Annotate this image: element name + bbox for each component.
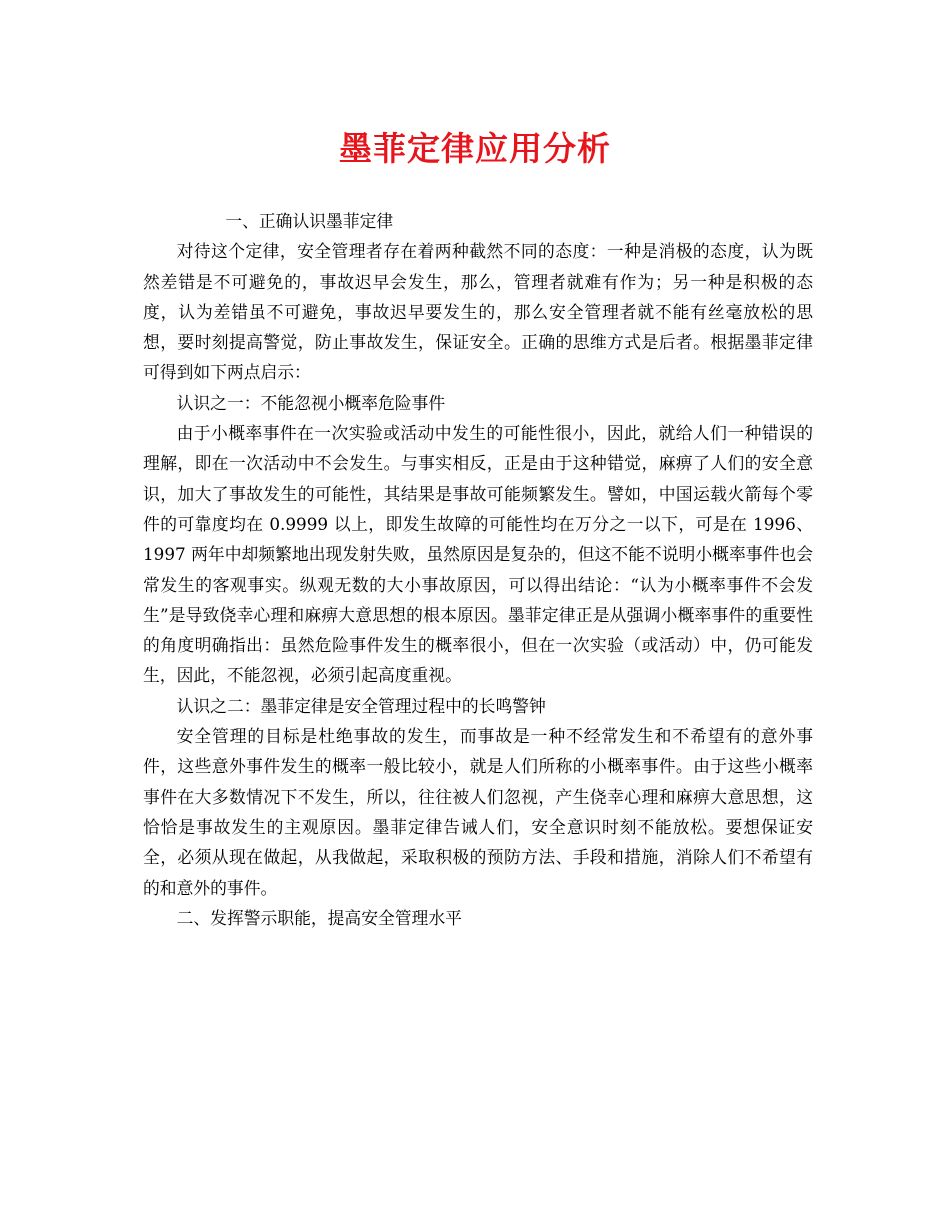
document-body [143, 206, 813, 933]
document-title: 墨菲定律应用分析 [339, 129, 611, 168]
paragraph-small-probability: 由于小概率事件在一次实验或活动中发生的可能性很小，因此，就给人们一种错误的理解，即在一次活动中不会发生。与事实相反，正是由于这种错觉，麻痹了人们的安全意识，加大了事故发生的可能性，其结果是事故可能频繁发生。譬如，中国运载火箭每个零件的可靠度均在 0.9999 以上，即发生故障的可能性均在万分之一以下，可是在 1996、1997 两年中却频繁地出现发射失败，虽然原因是复杂的，但这不能不说明小概率事件也会常发生的客观事实。纵观无数的大小事故原因，可以得出结论：“认为小概率事件不会发生”是导致侥幸心理和麻痹大意思想的根本原因。墨菲定律正是从强调小概率事件的重要性的角度明确指出：虽然危险事件发生的概率很小，但在一次实验（或活动）中，仍可能发生，因此，不能忽视，必须引起高度重视。 [143, 423, 813, 686]
section-heading-2: 二、发挥警示职能，提高安全管理水平 [176, 907, 462, 928]
subheading-insight-2: 认识之二：墨菲定律是安全管理过程中的长鸣警钟 [176, 695, 546, 716]
section-heading-1: 一、正确认识墨菲定律 [225, 211, 394, 231]
paragraph-safety-goal: 安全管理的目标是杜绝事故的发生，而事故是一种不经常发生和不希望有的意外事件，这些意外事件发生的概率一般比较小，就是人们所称的小概率事件。由于这些小概率事件在大多数情况下不发生，所以，往往被人们忽视，产生侥幸心理和麻痹大意思想，这恰恰是事故发生的主观原因。墨菲定律告诫人们，安全意识时刻不能放松。要想保证安全，必须从现在做起，从我做起，采取积极的预防方法、手段和措施，消除人们不希望有的和意外的事件。 [143, 726, 813, 898]
subheading-insight-1: 认识之一：不能忽视小概率危险事件 [176, 392, 446, 413]
paragraph-attitudes: 对待这个定律，安全管理者存在着两种截然不同的态度：一种是消极的态度，认为既然差错是不可避免的，事故迟早会发生，那么，管理者就难有作为；另一种是积极的态度，认为差错虽不可避免，事故迟早要发生的，那么安全管理者就不能有丝毫放松的思想，要时刻提高警觉，防止事故发生，保证安全。正确的思维方式是后者。根据墨菲定律可得到如下两点启示： [143, 241, 813, 383]
